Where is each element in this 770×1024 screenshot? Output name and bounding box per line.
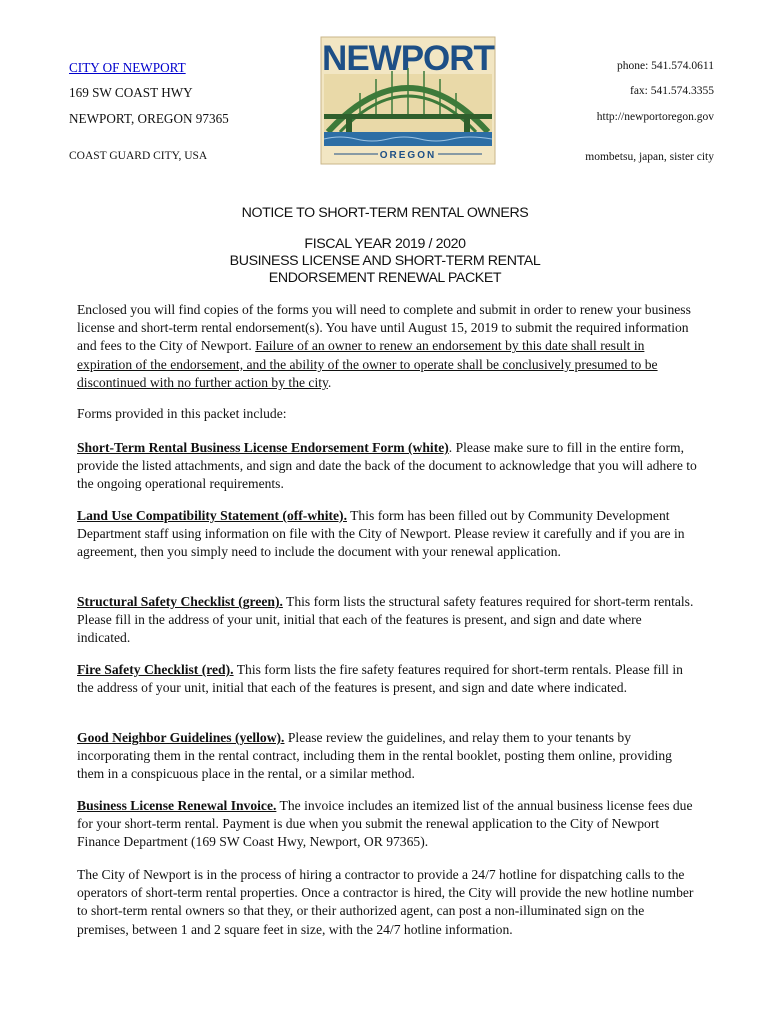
website-link[interactable]: http://newportoregon.gov xyxy=(596,111,714,123)
form-item-license-endorsement xyxy=(77,439,697,494)
hotline-paragraph xyxy=(77,866,697,939)
form-heading: Short-Term Rental Business License Endorsement Form (white) xyxy=(77,440,449,455)
form-heading: Structural Safety Checklist (green). xyxy=(77,594,283,609)
form-description: This form lists the fire safety features required for short-term rentals. Please fill in the address of your unit, initial that each of the features is present, and sign and date where indicated. xyxy=(77,662,683,696)
phone-number: phone: 541.574.0611 xyxy=(617,60,714,72)
form-sep: . xyxy=(448,440,456,455)
intro-text: Enclosed you will find copies of the forms you will need to complete and submit in order to renew your business license and short-term rental endorsement(s). You have until August 15, 2019 to submit the required information and fees to the City of Newport. xyxy=(77,302,691,354)
form-heading: Good Neighbor Guidelines (yellow). xyxy=(77,730,285,745)
form-heading: Fire Safety Checklist (red). xyxy=(77,662,234,677)
intro-end: . xyxy=(327,374,332,390)
newport-logo xyxy=(320,36,496,165)
expiration-warning: Failure of an owner to renew an endorsement by this date shall result in expiration of the endorsement, and the ability of the owner to operate shall be conclusively presumed to be discontinued with no further action by the city xyxy=(77,338,658,390)
city-tagline: COAST GUARD CITY, USA xyxy=(69,150,208,162)
form-description: Please review the guidelines, and relay them to your tenants by incorporating them in the rental contract, including them in the rental booklet, posting them online, providing them in a conspicuous place in the rental, or a similar method. xyxy=(77,730,672,782)
logo-subtitle: OREGON xyxy=(379,150,437,161)
forms-intro-text: Forms provided in this packet include: xyxy=(77,406,287,421)
street-address: 169 SW COAST HWY xyxy=(69,85,193,100)
form-description: This form lists the structural safety features required for short-term rentals. Please fill in the address of your unit, initial that each of the features is present, and sign and date where indicated. xyxy=(77,594,694,646)
form-heading: Land Use Compatibility Statement (off-white). xyxy=(77,508,347,523)
city-name-link[interactable]: CITY OF NEWPORT xyxy=(69,60,186,75)
packet-title-line1: BUSINESS LICENSE AND SHORT-TERM RENTAL xyxy=(229,253,541,269)
forms-intro xyxy=(77,405,697,423)
form-item-land-use xyxy=(77,507,697,562)
form-item-structural-safety xyxy=(77,593,697,648)
fiscal-year-title: FISCAL YEAR 2019 / 2020 xyxy=(304,236,466,252)
intro-paragraph xyxy=(77,301,697,392)
city-state-zip: NEWPORT, OREGON 97365 xyxy=(69,111,229,126)
hotline-text: The City of Newport is in the process of hiring a contractor to provide a 24/7 hotline for dispatching calls to the operators of short-term rental properties. Once a contractor is hired, the City will provide the new hotline number to short-term rental owners so that they, or their authorized agent, can post a non-illuminated sign on the premises, between 1 and 2 square feet in size, with the 24/7 hotline information. xyxy=(77,867,694,937)
form-description: This form has been filled out by Community Development Department staff using information on file with the City of Newport. Please review it carefully and if you are in agreement, then you simply need to include the document with your renewal application. xyxy=(77,508,685,560)
form-heading: Business License Renewal Invoice. xyxy=(77,798,277,813)
form-description: Please make sure to fill in the entire form, provide the listed attachments, and sign and date the back of the document to acknowledge that you will adhere to the ongoing operational requirements. xyxy=(77,440,697,492)
form-item-fire-safety xyxy=(77,661,697,697)
form-item-good-neighbor xyxy=(77,729,697,784)
form-item-renewal-invoice xyxy=(77,797,697,852)
form-description: The invoice includes an itemized list of the annual business license fees due for your short-term rental. Payment is due when you submit the renewal application to the City of Newport Finance Department (169 SW Coast Hwy, Newport, OR 97365). xyxy=(77,798,693,850)
sister-city: mombetsu, japan, sister city xyxy=(585,151,714,163)
fax-number: fax: 541.574.3355 xyxy=(629,85,714,97)
logo-wordmark: NEWPORT xyxy=(322,39,494,78)
notice-title: NOTICE TO SHORT-TERM RENTAL OWNERS xyxy=(241,205,529,221)
packet-title-line2: ENDORSEMENT RENEWAL PACKET xyxy=(268,270,502,286)
